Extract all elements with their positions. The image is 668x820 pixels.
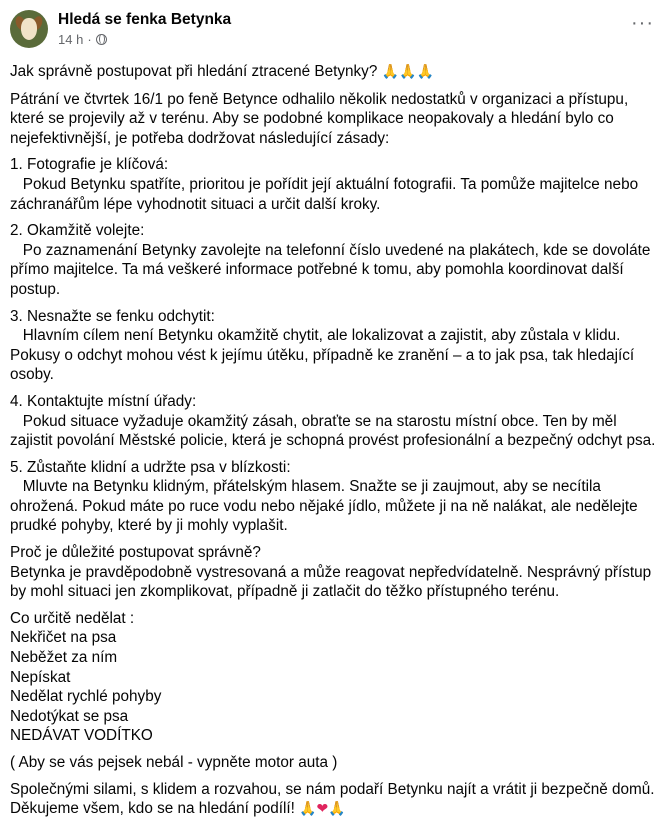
pray-emoji-icon: 🙏🙏🙏 (381, 64, 434, 80)
avatar-dog-face (21, 18, 37, 40)
heart-emoji-icon: ❤ (316, 801, 329, 818)
rule-text: Po zaznamenání Betynky zavolejte na telefonní číslo uvedené na plakátech, kde se dovoláte přímo majitelce. Ta má veškeré informace potřebné k tomu, aby pomohla koordinovat další postup. (10, 241, 651, 298)
more-options-icon[interactable]: ··· (631, 12, 654, 34)
intro-text: Jak správně postupovat při hledání ztracené Betynky? (10, 63, 378, 80)
post-timestamp[interactable]: 14 h (58, 32, 84, 47)
car-note: ( Aby se vás pejsek nebál - vypněte motor auta ) (10, 754, 338, 771)
closing-line-2: Děkujeme všem, kdo se na hledání podílí! (10, 800, 295, 818)
rule-title: 3. Nesnažte se fenku odchytit: (10, 307, 215, 325)
rule-text: Pokud situace vyžaduje okamžitý zásah, obraťte se na starostu místní obce. Ten by měl zajistit povolání Městské policie, která je schopná provést profesionální a bezpečný odchyt psa. (10, 412, 656, 450)
rule-4 (10, 392, 658, 451)
rule-text: Pokud Betynku spatříte, prioritou je pořídit její aktuální fotografii. Ta pomůže majitelce nebo záchranářům lépe vyhodnotit situaci a určit další kroky. (10, 175, 639, 213)
pray-emoji-icon: 🙏 (299, 801, 317, 818)
page-avatar[interactable] (10, 10, 48, 48)
pray-emoji-icon: 🙏 (328, 801, 346, 818)
rule-2 (10, 221, 658, 299)
closing (10, 780, 658, 820)
rule-title: 2. Okamžitě volejte: (10, 222, 145, 240)
paragraph-context: Pátrání ve čtvrtek 16/1 po feně Betynce odhalilo několik nedostatků v organizaci a přístupu, které se projevily až v terénu. Aby se podobné komplikace neopakovaly a hledání bylo co nejefektivnější, je potřeba dodržovat následující zásady: (10, 90, 629, 147)
globe-icon[interactable] (96, 34, 107, 45)
rule-1 (10, 155, 658, 214)
list-item: Neběžet za ním (10, 649, 118, 667)
rule-title: 5. Zůstaňte klidní a udržte psa v blízkosti: (10, 458, 291, 476)
list-item: Nekřičet na psa (10, 629, 117, 647)
why-section (10, 543, 658, 602)
rule-5 (10, 458, 658, 536)
author-name[interactable]: Hledá se fenka Betynka (58, 11, 232, 28)
post-subline (58, 32, 231, 47)
post-meta (58, 10, 231, 47)
closing-line-1: Společnými silami, s klidem a rozvahou, se nám podaří Betynku najít a vrátit ji bezpečně domů. (10, 780, 655, 798)
post-body (10, 62, 658, 820)
rule-text: Mluvte na Betynku klidným, přátelským hlasem. Snažte se ji zaujmout, aby se necítila ohrožená. Pokud máte po ruce vodu nebo nějaké jídlo, můžete ji na ně nalákat, ale nedělejte prudké pohyby, které by ji mohly vyplašit. (10, 478, 638, 535)
rule-3 (10, 307, 658, 385)
list-item: Nepískat (10, 668, 71, 686)
why-text: Betynka je pravděpodobně vystresovaná a může reagovat nepředvídatelně. Nesprávný přístup by mohl situaci jen zkomplikovat, případně ji zatlačit do těžko přístupného terénu. (10, 563, 652, 601)
list-item: NEDÁVAT VODÍTKO (10, 727, 153, 745)
rule-text: Hlavním cílem není Betynku okamžitě chytit, ale lokalizovat a zajistit, aby zůstala v klidu. Pokusy o odchyt mohou vést k jejímu útěku, případně ke zranění – a to jak psa, tak hledající osoby. (10, 327, 635, 384)
rule-title: 4. Kontaktujte místní úřady: (10, 392, 197, 410)
dont-section (10, 609, 658, 746)
list-item: Nedělat rychlé pohyby (10, 688, 162, 706)
post-header (10, 10, 658, 56)
list-item: Nedotýkat se psa (10, 707, 129, 725)
dont-title: Co určitě nedělat : (10, 609, 135, 627)
rule-title: 1. Fotografie je klíčová: (10, 156, 169, 174)
why-title: Proč je důležité postupovat správně? (10, 544, 261, 562)
separator-dot: · (87, 32, 92, 47)
intro-line (10, 62, 658, 83)
